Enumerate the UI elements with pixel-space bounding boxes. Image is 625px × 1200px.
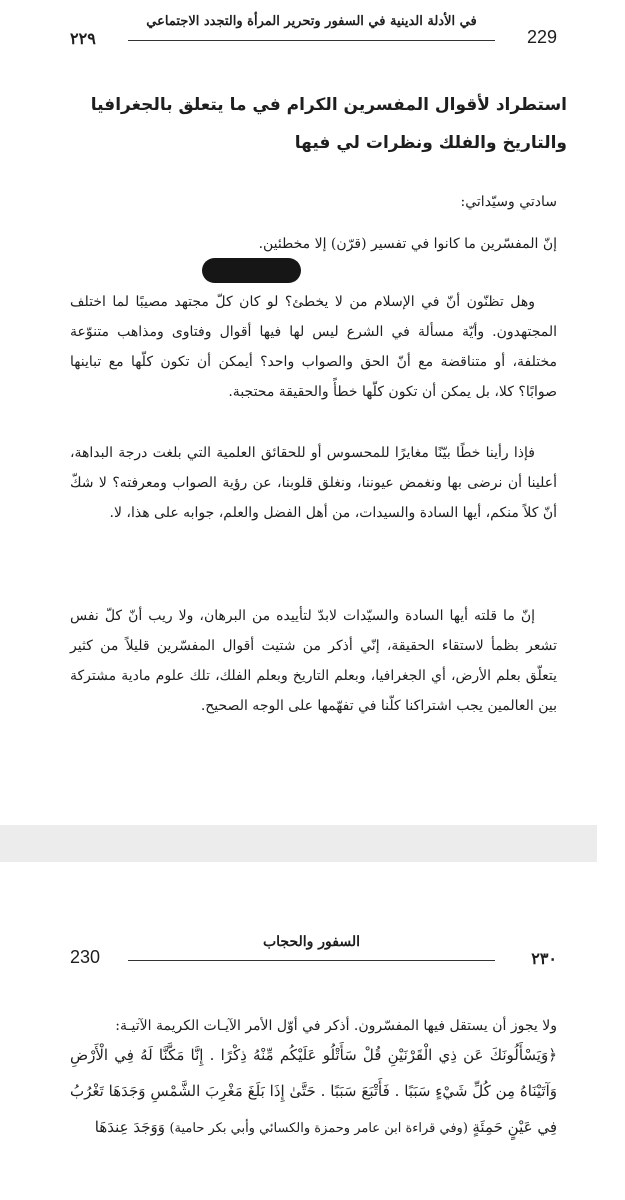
running-head-title: في الأدلة الدينية في السفور وتحرير المرأة والتجدد الاجتماعي xyxy=(146,14,477,29)
running-head-title: السفور والحجاب xyxy=(262,934,361,950)
quran-verse-block xyxy=(70,1038,557,1146)
running-head xyxy=(70,14,557,48)
opening-statement: إنّ المفسّرين ما كانوا في تفسير (قرّن) إلا مخطئين. xyxy=(258,236,557,252)
quran-verse: ﴿وَيَسْأَلُونَكَ عَن ذِي الْقَرْنَيْنِ قُلْ سَأَتْلُو عَلَيْكُم مِّنْهُ ذِكْرًا . إِنَّا مَكَّنَّا لَهُ فِي الْأَرْضِ وَآتَيْنَاهُ مِن كُلِّ شَيْءٍ سَبَبًا . فَأَتْبَعَ سَبَبًا . حَتَّىٰ إِذَا بَلَغَ مَغْرِبَ الشَّمْسِ وَجَدَهَا تَغْرُبُ فِي عَيْنٍ حَمِئَةٍ xyxy=(70,1046,557,1136)
running-head-rule xyxy=(128,40,495,41)
page2-intro: ولا يجوز أن يستقل فيها المفسّرون. أذكر في أوّل الأمر الآيـات الكريمة الآتيـة: xyxy=(115,1018,557,1034)
page-number-arabic: ٢٢٩ xyxy=(70,29,96,48)
section-heading: استطراد لأقوال المفسرين الكرام في ما يتعلق بالجغرافيا والتاريخ والفلك ونظرات لي فيها xyxy=(90,95,567,153)
salutation: سادتي وسيّداتي: xyxy=(460,194,557,210)
page-separator xyxy=(0,825,625,862)
paragraph: إنّ ما قلته أيها السادة والسيّدات لابدّ لتأييده من البرهان، ولا ريب أنّ كلّ نفس تشعر بظمأ لاستقاء الحقيقة، إنّي أذكر من شتيت أقوال المفسّرين قليلاً من كثير يتعلّق بعلم الأرض، أي الجغرافيا، وبعلم التاريخ وبعلم الفلك، تلك علوم مادية مشتركة بين العالمين يجب اشتراكنا كلّنا في تفهّمها على الوجه الصحيح. xyxy=(70,608,557,714)
redaction-mark xyxy=(202,258,301,283)
running-head xyxy=(70,934,557,968)
page-number-arabic: ٢٣٠ xyxy=(531,949,557,968)
page-number-latin: 229 xyxy=(526,27,557,47)
paragraph: وهل تظنّون أنّ في الإسلام من لا يخطئ؟ لو كان كلّ مجتهد مصيبًا لما اختلف المجتهدون. وأيّة مسألة في الشرع ليس لها فيها أقوال وفتاوى ومذاهب متنوّعة مختلفة، أو متناقضة مع أنّ الحق والصواب واحد؟ أيمكن أن تكون كلّها مع تباينها صوابًا؟ كلا، بل يمكن أن تكون كلّها خطأً والحقيقة محتجبة. xyxy=(70,294,557,400)
verse-reading-note: (وفي قراءة ابن عامر وحمزة والكسائي وأبي بكر حامية) xyxy=(169,1121,468,1136)
quran-verse-tail: وَوَجَدَ عِندَهَا xyxy=(94,1118,165,1136)
paragraph: فإذا رأينا خطًا بيّنًا مغايرًا للمحسوس أو للحقائق العلمية التي بلغت درجة البداهة، أعلينا أن نرضى بها ونغمض عيوننا، ونغلق قلوبنا، عن رؤية الصواب ومعرفته؟ لا شكّ أنّ كلاً منكم، أيها السادة والسيدات، من أهل الفضل والعلم، جوابه على هذا، لا. xyxy=(70,445,557,521)
page-separator-edge xyxy=(597,825,625,862)
page-number-latin: 230 xyxy=(70,947,101,967)
running-head-rule xyxy=(128,960,495,961)
